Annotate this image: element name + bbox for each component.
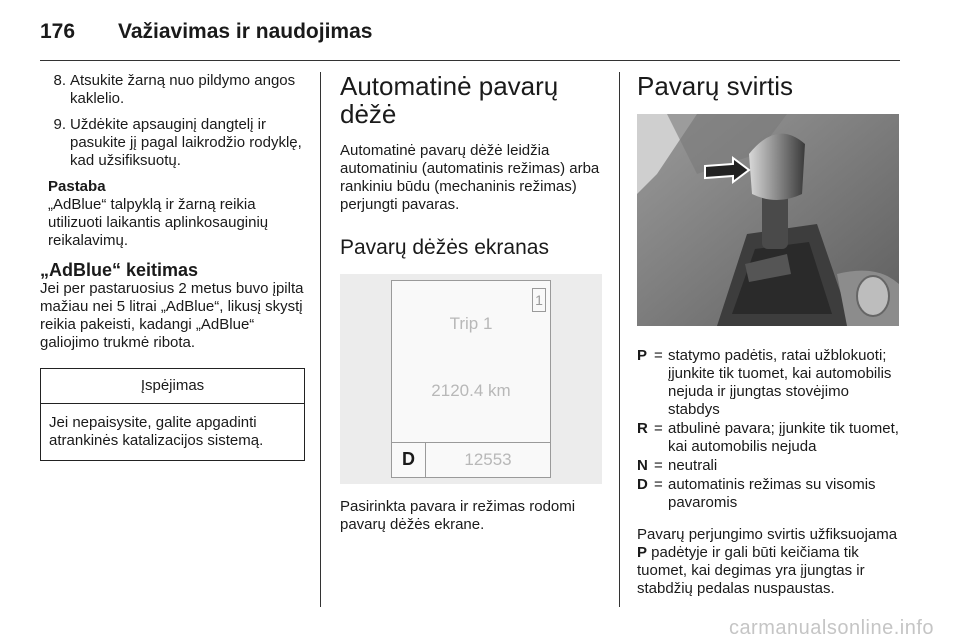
list-item: R = atbulinė pavara; įjunkite tik tuomet, kai automobilis nejuda <box>637 420 899 455</box>
gearbox-display-heading: Pavarų dėžės ekranas <box>340 236 549 259</box>
display-caption: Pasirinkta pavara ir režimas rodomi pavarų dėžės ekrane. <box>340 498 576 533</box>
note-title: Pastaba <box>48 178 106 195</box>
note-text: „AdBlue“ talpyklą ir žarną reikia utilizuoti laikantis aplinkosauginių reikalavimų. <box>48 196 269 249</box>
list-item: 9. Uždėkite apsauginį dangtelį ir pasukite jį pagal laikrodžio rodyklę, kad užsifiksuotų. <box>53 116 302 169</box>
selector-lever-heading: Pavarų svirtis <box>637 71 794 101</box>
adblue-paragraph: Jei per pastaruosius 2 metus buvo įpilta mažiau nei 5 litrai „AdBlue“, likusį skystį reikia pakeisti, kadangi „AdBlue“ galiojimo trukmė ribota. <box>40 280 304 351</box>
list-item: D = automatinis režimas su visomis pavaromis <box>637 476 876 511</box>
gearbox-intro: Automatinė pavarų dėžė leidžia automatiniu (automatinis režimas) arba rankiniu būdu (mechaninis režimas) perjungti pavaras. <box>340 142 600 213</box>
header-rule <box>40 60 900 61</box>
list-item: P = statymo padėtis, ratai užblokuoti; įjunkite tik tuomet, kai automobilis nejuda ir įjungtas stovėjimo stabdys <box>637 347 892 418</box>
odometer: 12553 <box>464 450 512 469</box>
section-title: Važiavimas ir naudojimas <box>118 20 373 43</box>
warning-box <box>40 368 305 461</box>
automatic-gearbox-heading: Automatinė pavarų dėžė <box>340 71 559 129</box>
column-left <box>40 72 305 461</box>
list-item: N = neutrali <box>637 457 718 474</box>
warning-title: Įspėjimas <box>41 369 304 404</box>
column-divider-2 <box>619 72 620 607</box>
page-indicator: 1 <box>532 288 546 312</box>
trip-label: Trip 1 <box>449 314 493 333</box>
gear-indicator: D <box>392 442 426 477</box>
gearbox-display-illustration <box>340 274 602 484</box>
gear-positions-list <box>637 347 903 512</box>
trip-value: 2120.4 km <box>431 381 511 400</box>
page-header <box>40 20 372 44</box>
warning-text: Jei nepaisysite, galite apgadinti atrankinės katalizacijos sistemą. <box>49 414 264 449</box>
page-number: 176 <box>40 20 76 43</box>
instrument-display <box>391 280 551 478</box>
note-block <box>40 178 305 250</box>
column-middle <box>340 72 602 534</box>
gear-lever-illustration <box>637 114 899 326</box>
watermark: carmanualsonline.info <box>728 617 934 639</box>
lever-lock-paragraph: Pavarų perjungimo svirtis užfiksuojama P padėtyje ir gali būti keičiama tik tuomet, kai degimas yra įjungtas ir stabdžių pedalas nuspaustas. <box>637 526 898 597</box>
column-divider-1 <box>320 72 321 607</box>
list-item: 8. Atsukite žarną nuo pildymo angos kaklelio. <box>53 72 296 107</box>
adblue-subheading: „AdBlue“ keitimas <box>40 260 199 280</box>
steps-list <box>40 72 305 170</box>
column-right <box>637 72 903 598</box>
